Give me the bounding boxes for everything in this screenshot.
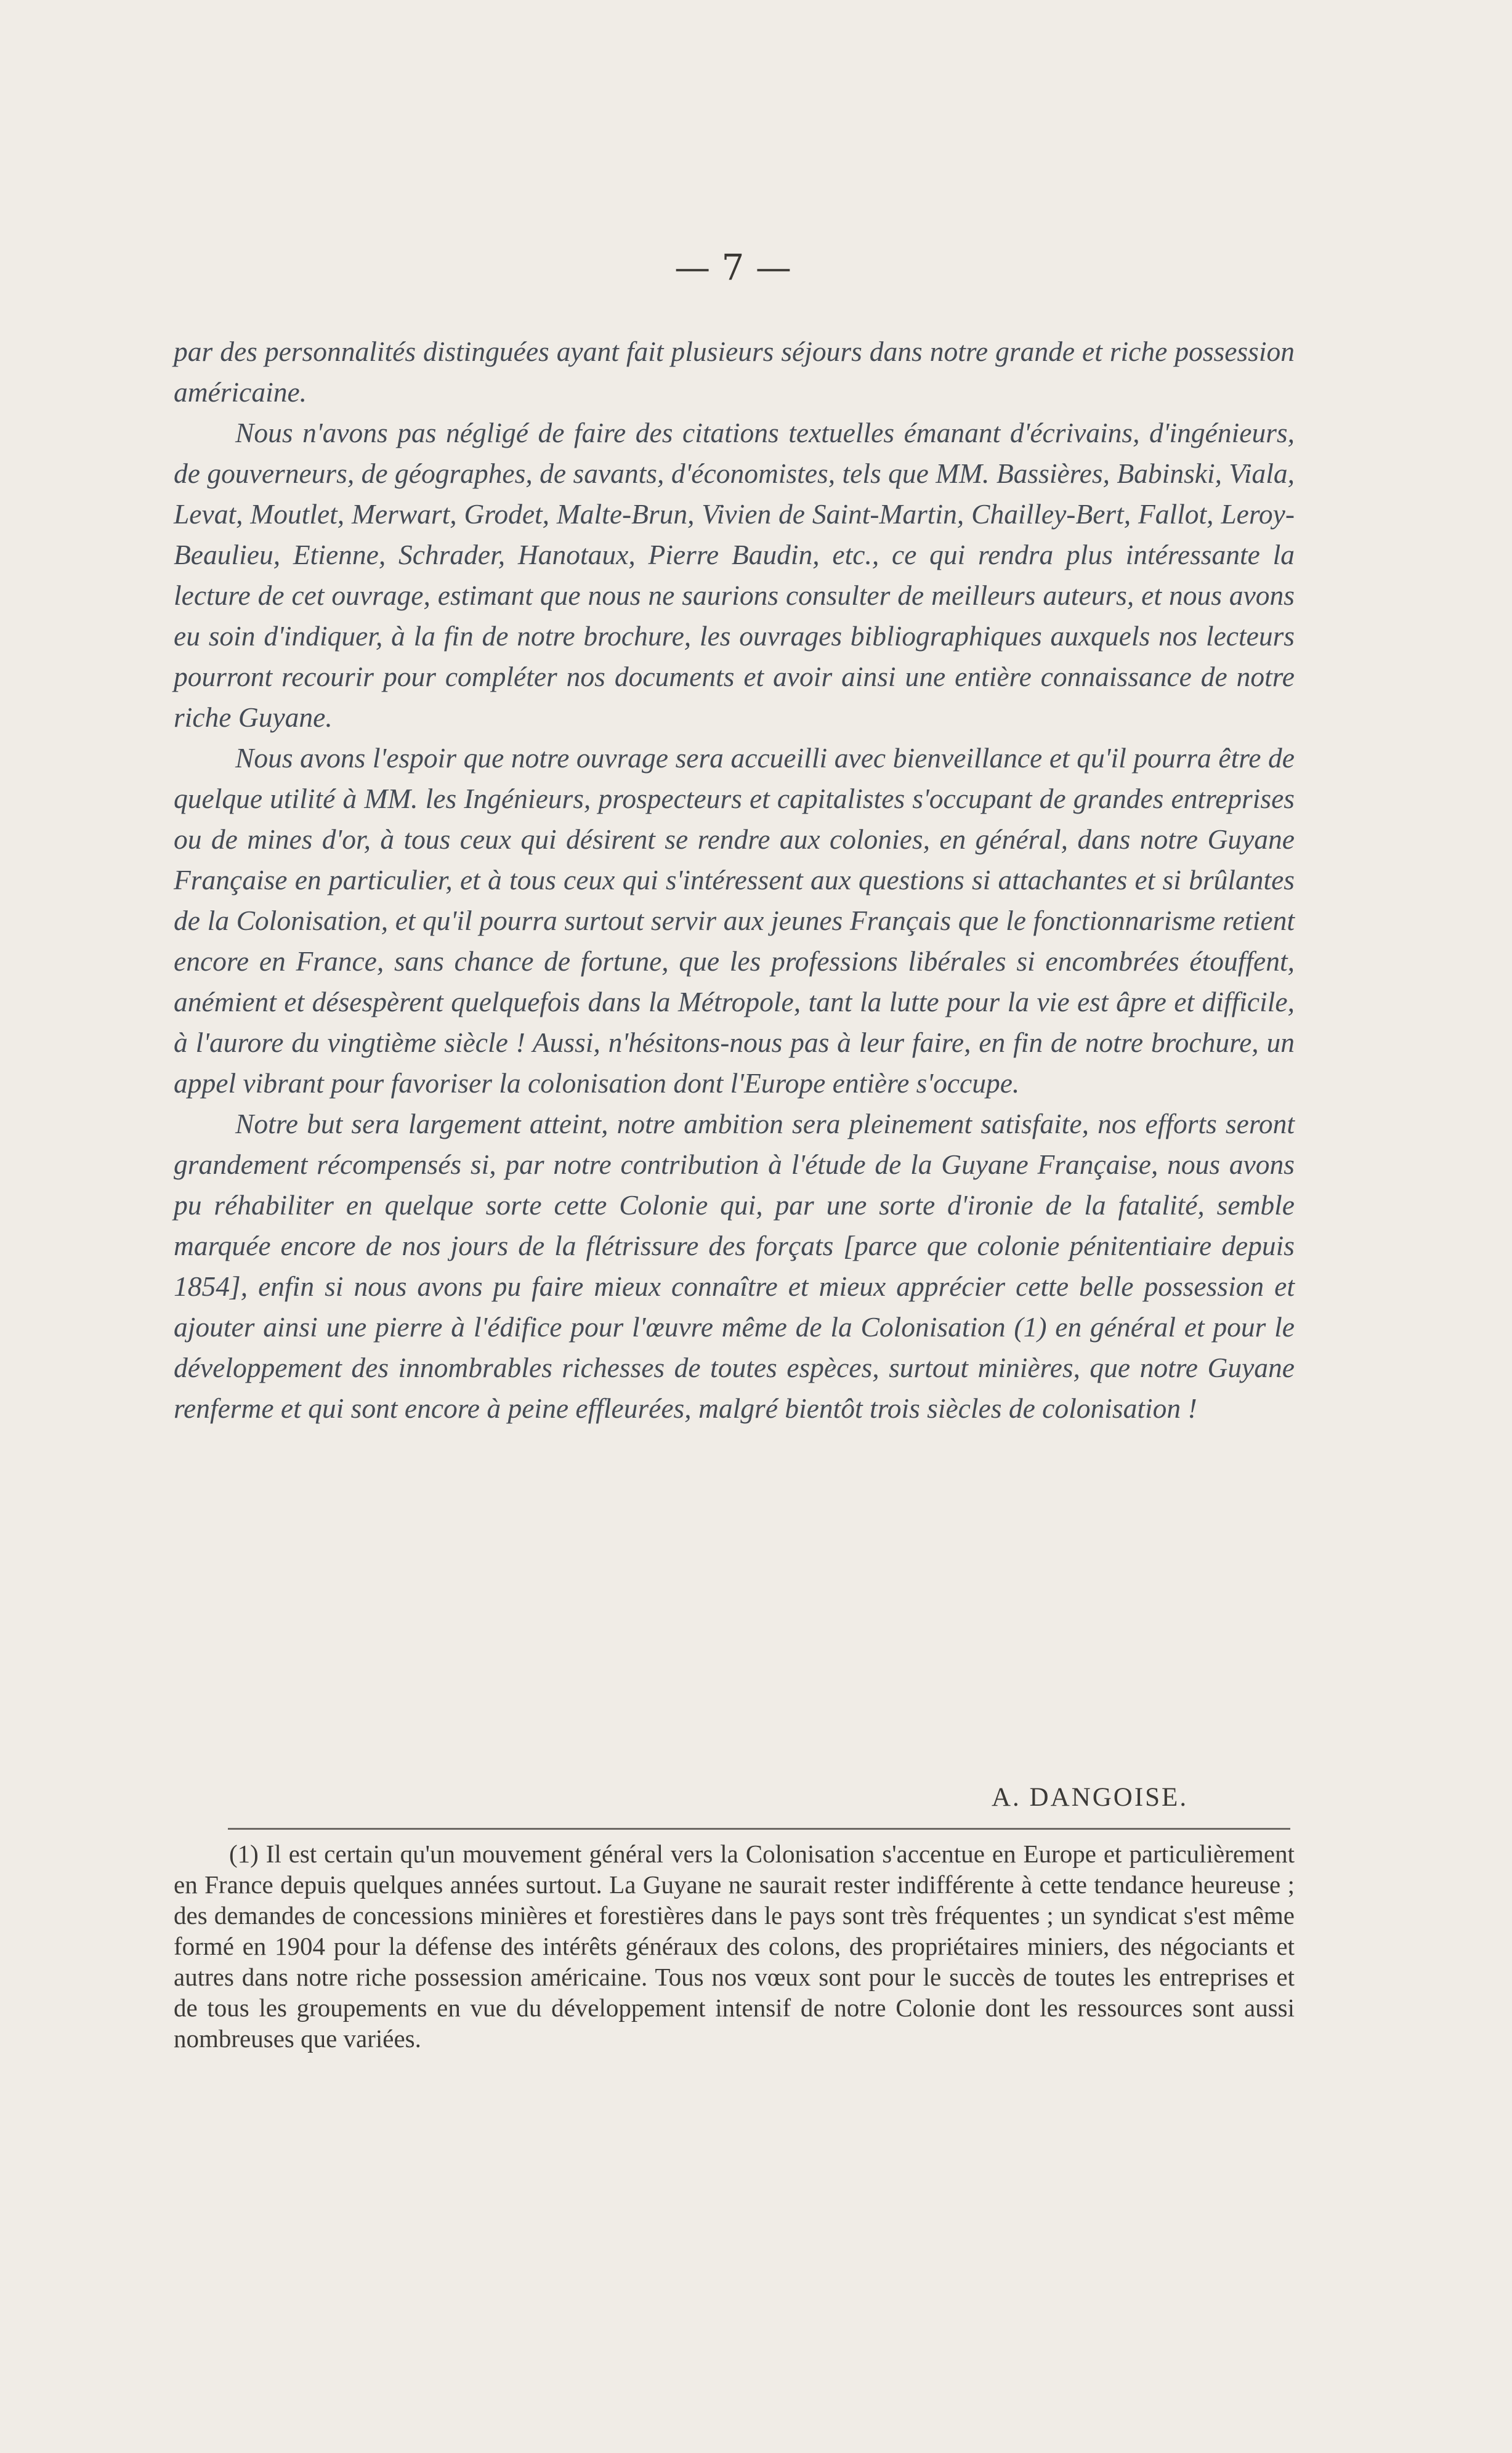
- paragraph-3: Nous avons l'espoir que notre ouvrage sera accueilli avec bienveillance et qu'il pourra être de quelque utilité à MM. les Ingénieurs, prospecteurs et capitalistes s'occupant de grandes entreprises ou de mines d'or, à tous ceux qui désirent se rendre aux colonies, en général, dans notre Guyane Française en particulier, et à tous ceux qui s'intéressent aux questions si attachantes et si brûlantes de la Colonisation, et qu'il pourra surtout servir aux jeunes Français que le fonctionnarisme retient encore en France, sans chance de fortune, que les professions libérales si encombrées étouffent, anémient et désespèrent quelquefois dans la Métropole, tant la lutte pour la vie est âpre et difficile, à l'aurore du vingtième siècle ! Aussi, n'hésitons-nous pas à leur faire, en fin de notre brochure, un appel vibrant pour favoriser la colonisation dont l'Europe entière s'occupe.: [174, 742, 1295, 1099]
- main-text: [174, 331, 1295, 1429]
- footnote-text: (1) Il est certain qu'un mouvement général vers la Colonisation s'accentue en Europe et particulièrement en France depuis quelques années surtout. La Guyane ne saurait rester indifférente à cette tendance heureuse ; des demandes de concessions minières et forestières dans le pays sont très fréquentes ; un syndicat s'est même formé en 1904 pour la défense des intérêts généraux des colons, des propriétaires miniers, des négociants et autres dans notre riche possession américaine. Tous nos vœux sont pour le succès de toutes les entreprises et de tous les groupements en vue du développement intensif de notre Colonie dont les ressources sont aussi nombreuses que variées.: [174, 1840, 1295, 2053]
- paragraph-2: Nous n'avons pas négligé de faire des citations textuelles émanant d'écrivains, d'ingénieurs, de gouverneurs, de géographes, de savants, d'économistes, tels que MM. Bassières, Babinski, Viala, Levat, Moutlet, Merwart, Grodet, Malte-Brun, Vivien de Saint-Martin, Chailley-Bert, Fallot, Leroy-Beaulieu, Etienne, Schrader, Hanotaux, Pierre Baudin, etc., ce qui rendra plus intéressante la lecture de cet ouvrage, estimant que nous ne saurions consulter de meilleurs auteurs, et nous avons eu soin d'indiquer, à la fin de notre brochure, les ouvrages bibliographiques auxquels nos lecteurs pourront recourir pour compléter nos documents et avoir ainsi une entière connaissance de notre riche Guyane.: [174, 417, 1295, 733]
- footnote: [174, 1838, 1295, 2054]
- paragraph-1: par des personnalités distinguées ayant fait plusieurs séjours dans notre grande et riche possession américaine.: [174, 336, 1295, 408]
- footnote-divider: [228, 1828, 1290, 1830]
- author-signature: A. DANGOISE.: [992, 1783, 1189, 1812]
- paragraph-4: Notre but sera largement atteint, notre ambition sera pleinement satisfaite, nos efforts seront grandement récompensés si, par notre contribution à l'étude de la Guyane Française, nous avons pu réhabiliter en quelque sorte cette Colonie qui, par une sorte d'ironie de la fatalité, semble marquée encore de nos jours de la flétrissure des forçats [parce que colonie pénitentiaire depuis 1854], enfin si nous avons pu faire mieux connaître et mieux apprécier cette belle possession et ajouter ainsi une pierre à l'édifice pour l'œuvre même de la Colonisation (1) en général et pour le développement des innombrables richesses de toutes espèces, surtout minières, que notre Guyane renferme et qui sont encore à peine effleurées, malgré bientôt trois siècles de colonisation !: [174, 1108, 1295, 1424]
- page-number: — 7 —: [674, 246, 791, 288]
